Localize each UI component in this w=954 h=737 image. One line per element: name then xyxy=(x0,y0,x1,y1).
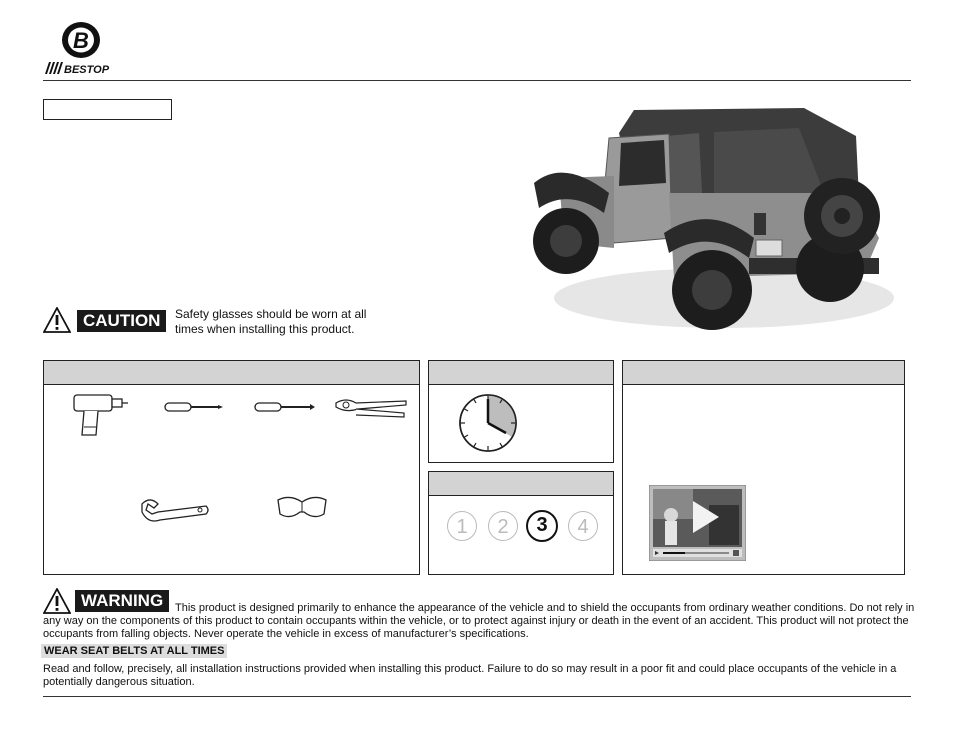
tools-panel xyxy=(43,360,420,575)
time-panel-header xyxy=(429,361,613,385)
warning-text-line1: This product is designed primarily to enhance the appearance of the vehicle and to shield the occupants from ordinary weather conditions. Do not rely in xyxy=(175,602,915,614)
difficulty-step-4: 4 xyxy=(568,511,598,541)
screwdriver-icon xyxy=(254,401,316,413)
bestop-logo-mark xyxy=(44,18,119,76)
difficulty-step-3: 3 xyxy=(526,510,558,542)
logo-letter: B xyxy=(73,28,89,53)
screwdriver-icon xyxy=(164,401,224,413)
drill-icon xyxy=(72,393,130,439)
logo-wordmark: BESTOP xyxy=(64,64,110,76)
caution-label: CAUTION xyxy=(77,310,166,332)
caution-text-line2: times when installing this product. xyxy=(175,322,355,336)
jeep-photo xyxy=(524,98,894,350)
warning-text-line3: occupants from falling objects. Never operate the vehicle in excess of manufacturer’s specifications. xyxy=(43,628,529,640)
warning-text-line2: any way on the components of this product to contain occupants within the vehicle, or to protect against injury or death in the event of an accident. This product will not protect the xyxy=(43,615,909,627)
caution-triangle-icon xyxy=(43,307,71,333)
difficulty-step-2: 2 xyxy=(488,511,518,541)
clock-icon xyxy=(458,393,518,453)
difficulty-step-1: 1 xyxy=(447,511,477,541)
warning-triangle-icon xyxy=(43,588,71,614)
bestop-logo xyxy=(44,18,119,76)
seatbelt-text-line2: potentially dangerous situation. xyxy=(43,676,195,688)
wrench-icon xyxy=(138,498,210,524)
difficulty-panel-header xyxy=(429,472,613,496)
bottom-rule xyxy=(43,696,911,697)
title-box xyxy=(43,99,172,120)
seatbelt-text-line1: Read and follow, precisely, all installation instructions provided when installing this product. Failure to do so may result in a poor fit and could place occupants of the vehicle in a xyxy=(43,663,897,675)
video-panel-header xyxy=(623,361,904,385)
video-panel xyxy=(622,360,905,575)
safety-glasses-icon xyxy=(274,494,330,522)
video-thumbnail[interactable] xyxy=(649,485,746,561)
difficulty-panel xyxy=(428,471,614,575)
top-rule xyxy=(43,80,911,81)
caution-text-line1: Safety glasses should be worn at all xyxy=(175,307,367,321)
tools-panel-header xyxy=(44,361,419,385)
jeep-illustration xyxy=(524,98,894,350)
time-panel xyxy=(428,360,614,463)
seatbelt-heading: WEAR SEAT BELTS AT ALL TIMES xyxy=(41,644,227,658)
locking-pliers-icon xyxy=(334,395,409,421)
warning-label: WARNING xyxy=(75,590,169,612)
